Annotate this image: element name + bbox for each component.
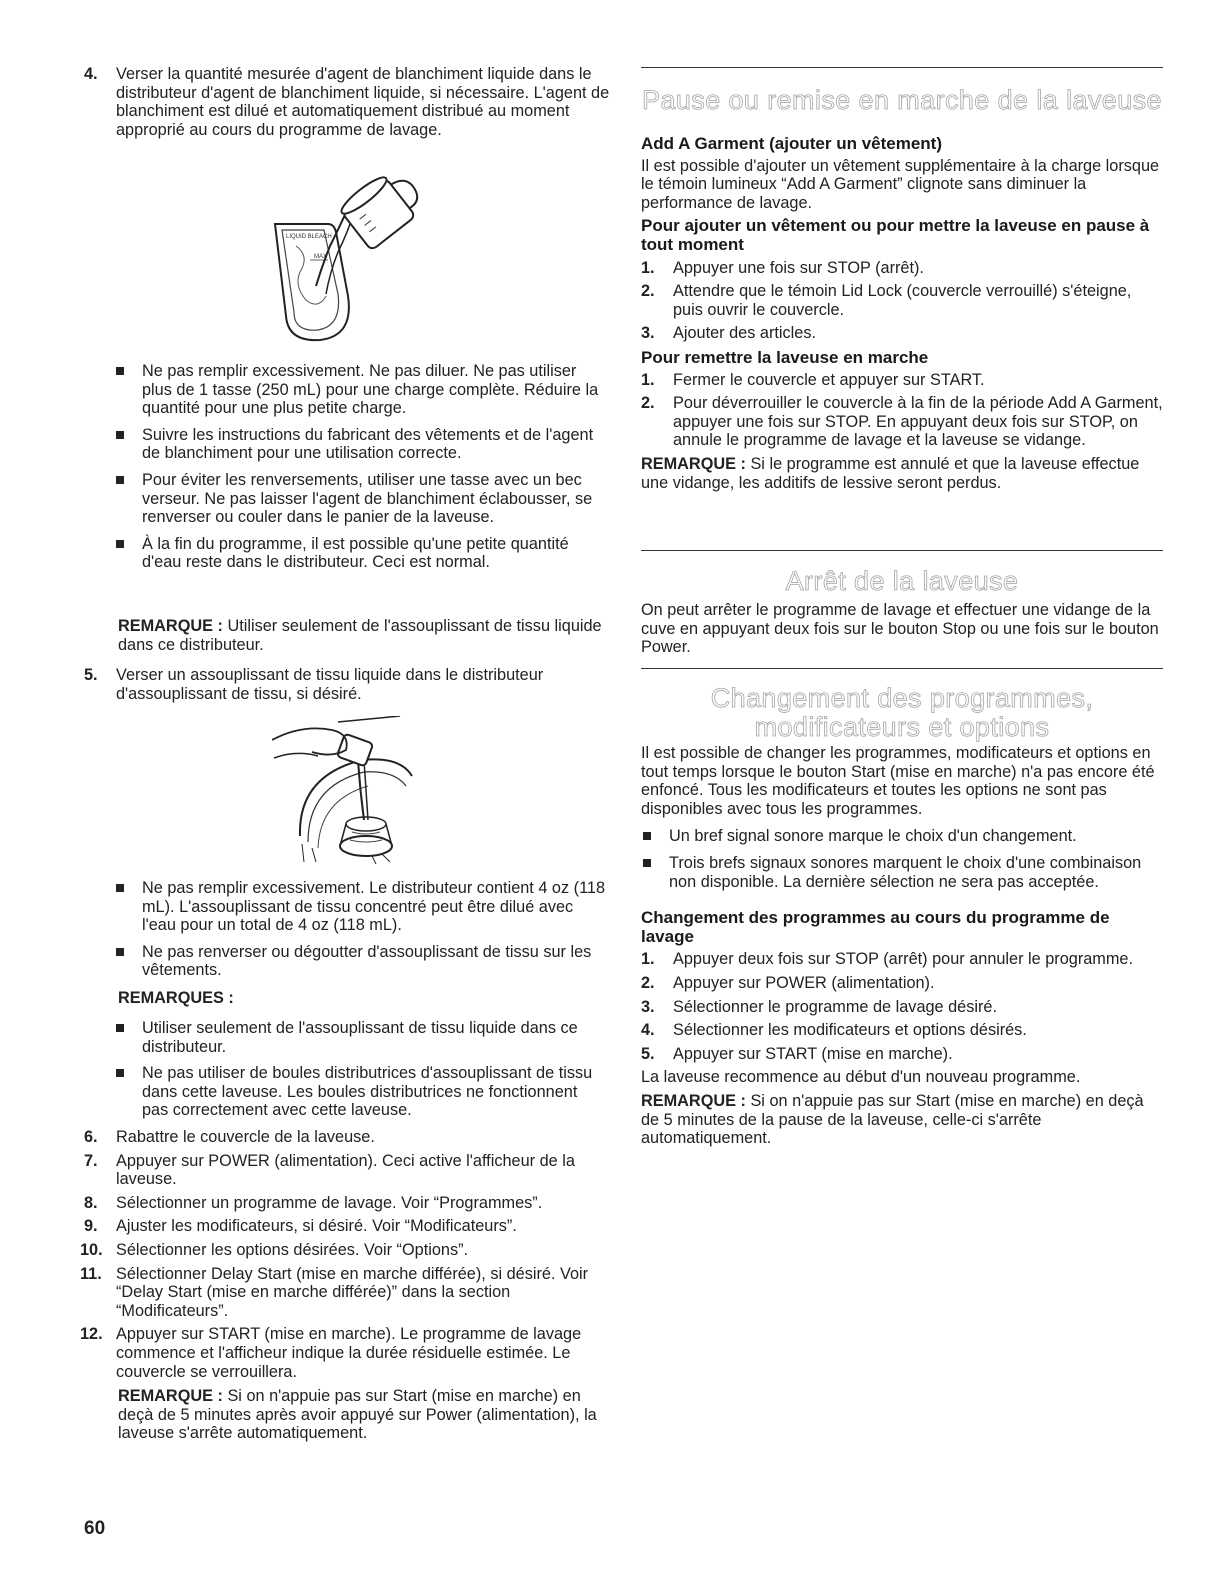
heading-add-garment: Add A Garment (ajouter un vêtement) <box>641 134 942 153</box>
step-number: 4. <box>84 65 98 83</box>
paragraph-change: Il est possible de changer les programmes, modificateurs et options en tout temps lorsque le bouton Start (mise en marche) n'a pas encore été enfoncé. Tous les modificateurs et toutes les options ne sont pas disponibles avec tous les programmes. <box>641 744 1155 818</box>
step-text: Verser un assouplissant de tissu liquide dans le distributeur d'assouplissant de tissu, si désiré. <box>116 666 544 703</box>
list-item: 3. Sélectionner le programme de lavage désiré. <box>641 997 997 1016</box>
section-divider <box>641 67 1163 68</box>
bullet-icon <box>643 859 651 867</box>
note-auto-stop: REMARQUE : Si on n'appuie pas sur Start (mise en marche) en deçà de 5 minutes après avoir appuyé sur Power (alimentation), la laveuse s'arrête automatiquement. <box>118 1387 597 1443</box>
step-number: 5. <box>84 666 98 684</box>
step-8: 8. Sélectionner un programme de lavage. Voir “Programmes”. <box>84 1193 543 1212</box>
change-steps <box>641 950 1163 1063</box>
list-item: 1. Fermer le couvercle et appuyer sur START. <box>641 370 985 389</box>
section-title-pause: Pause ou remise en marche de la laveuse <box>642 85 1162 115</box>
section-pause <box>641 135 1163 492</box>
restart-steps <box>641 371 1163 450</box>
list-item: Un bref signal sonore marque le choix d'un changement. <box>641 827 1163 846</box>
section-divider <box>641 668 1163 669</box>
note-drain: REMARQUE : Si le programme est annulé et que la laveuse effectue une vidange, les additifs de lessive seront perdus. <box>641 454 1140 492</box>
signal-bullet-list <box>641 827 1163 891</box>
step-4 <box>84 65 638 139</box>
step-6: 6. Rabattre le couvercle de la laveuse. <box>84 1128 375 1146</box>
bullet-icon <box>116 1024 124 1032</box>
list-item: Ne pas remplir excessivement. Ne pas diluer. Ne pas utiliser plus de 1 tasse (250 mL) pour une charge complète. Réduire la quantité pour une plus petite charge. <box>114 362 606 418</box>
list-item: À la fin du programme, il est possible qu'une petite quantité d'eau reste dans le distributeur. Ceci est normal. <box>114 535 606 572</box>
step-5 <box>84 666 638 703</box>
list-item: Trois brefs signaux sonores marquent le choix d'une combinaison non disponible. La dernière sélection ne sera pas acceptée. <box>641 854 1163 891</box>
step-10: 10. Sélectionner les options désirées. Voir “Options”. <box>80 1240 469 1259</box>
list-item: 2. Attendre que le témoin Lid Lock (couvercle verrouillé) s'éteigne, puis ouvrir le couvercle. <box>641 282 1132 319</box>
bleach-bullet-list <box>84 362 606 572</box>
list-item: 5. Appuyer sur START (mise en marche). <box>641 1044 953 1063</box>
bullet-icon <box>643 832 651 840</box>
step-9: 9. Ajuster les modificateurs, si désiré. Voir “Modificateurs”. <box>84 1217 517 1236</box>
bullet-icon <box>116 431 124 439</box>
softener-dispenser-illustration <box>272 716 420 864</box>
remarques-bullet-list <box>84 1019 606 1120</box>
dispenser-label: LIQUID BLEACH <box>286 234 332 240</box>
note-pause-auto-stop: REMARQUE : Si on n'appuie pas sur Start (mise en marche) en deçà de 5 minutes de la pause de la laveuse, celle-ci s'arrête automatiquement. <box>641 1091 1144 1148</box>
paragraph-stop: On peut arrêter le programme de lavage et effectuer une vidange de la cuve en appuyant deux fois sur le bouton Stop ou une fois sur le bouton Power. <box>641 601 1159 657</box>
remarques-heading: REMARQUES : <box>118 989 234 1007</box>
page-number: 60 <box>84 1518 106 1539</box>
bleach-dispenser-illustration <box>270 176 450 344</box>
list-item: 1. Appuyer une fois sur STOP (arrêt). <box>641 258 924 277</box>
softener-bullet-list <box>84 879 606 980</box>
bullet-icon <box>116 367 124 375</box>
heading-pause: Pour ajouter un vêtement ou pour mettre la laveuse en pause à tout moment <box>641 216 1150 254</box>
list-item: Suivre les instructions du fabricant des vêtements et de l'agent de blanchiment pour une utilisation correcte. <box>114 426 606 463</box>
list-item: 1. Appuyer deux fois sur STOP (arrêt) pour annuler le programme. <box>641 950 1134 969</box>
list-item: Ne pas renverser ou dégoutter d'assouplissant de tissu sur les vêtements. <box>114 943 606 980</box>
list-item: 3. Ajouter des articles. <box>641 324 816 343</box>
heading-change-during: Changement des programmes au cours du programme de lavage <box>641 908 1110 946</box>
step-7: 7. Appuyer sur POWER (alimentation). Ceci active l'afficheur de la laveuse. <box>84 1151 575 1189</box>
step-text: Verser la quantité mesurée d'agent de blanchiment liquide dans le distributeur d'agent de blanchiment liquide, si nécessaire. L'agent de blanchiment est dilué et automatiquement distribué au moment approprié au cours du programme de lavage. <box>116 65 610 139</box>
heading-restart: Pour remettre la laveuse en marche <box>641 347 929 367</box>
paragraph-add-garment: Il est possible d'ajouter un vêtement supplémentaire à la charge lorsque le témoin lumineux “Add A Garment” clignote sans diminuer la performance de lavage. <box>641 156 1160 212</box>
paragraph-restart-cycle: La laveuse recommence au début d'un nouveau programme. <box>641 1068 1081 1087</box>
list-item: 4. Sélectionner les modificateurs et options désirés. <box>641 1021 1027 1040</box>
list-item: 2. Appuyer sur POWER (alimentation). <box>641 973 935 992</box>
bullet-icon <box>116 476 124 484</box>
note-fabric-softener-only: REMARQUE : Utiliser seulement de l'assouplissant de tissu liquide dans ce distributeur. <box>118 617 602 654</box>
list-item: 2. Pour déverrouiller le couvercle à la fin de la période Add A Garment, appuyer une fois sur STOP. En appuyant deux fois sur STOP, on annule le programme de lavage et la laveuse se vidange. <box>641 394 1163 450</box>
list-item: Utiliser seulement de l'assouplissant de tissu liquide dans ce distributeur. <box>114 1019 606 1056</box>
section-title-stop: Arrêt de la laveuse <box>785 566 1019 596</box>
list-item: Ne pas utiliser de boules distributrices d'assouplissant de tissu dans cette laveuse. Les boules distributrices ne fonctionnent pas correctement avec cette laveuse. <box>114 1064 606 1120</box>
list-item: Ne pas remplir excessivement. Le distributeur contient 4 oz (118 mL). L'assouplissant de tissu concentré peut être dilué avec l'eau pour un total de 4 oz (118 mL). <box>114 879 606 935</box>
bullet-icon <box>116 540 124 548</box>
section-divider <box>641 550 1163 551</box>
bullet-icon <box>116 1069 124 1077</box>
step-12: 12. Appuyer sur START (mise en marche). Le programme de lavage commence et l'afficheur indique la durée résiduelle estimée. Le couvercle se verrouillera. <box>80 1325 582 1381</box>
list-item: Pour éviter les renversements, utiliser une tasse avec un bec verseur. Ne pas laisser l'agent de blanchiment éclabousser, se renverser ou couler dans le panier de la laveuse. <box>114 471 606 527</box>
max-line-label: MAX <box>314 254 328 260</box>
bullet-icon <box>116 884 124 892</box>
bullet-icon <box>116 948 124 956</box>
pause-steps <box>641 259 1163 343</box>
step-11: 11. Sélectionner Delay Start (mise en marche différée), si désiré. Voir “Delay Start (mise en marche différée)” dans la section “Modificateurs”. <box>80 1264 589 1320</box>
section-change <box>641 744 1163 1148</box>
section-title-change: Changement des programmes, modificateurs et options <box>710 683 1094 742</box>
steps-6-12 <box>80 1128 606 1443</box>
